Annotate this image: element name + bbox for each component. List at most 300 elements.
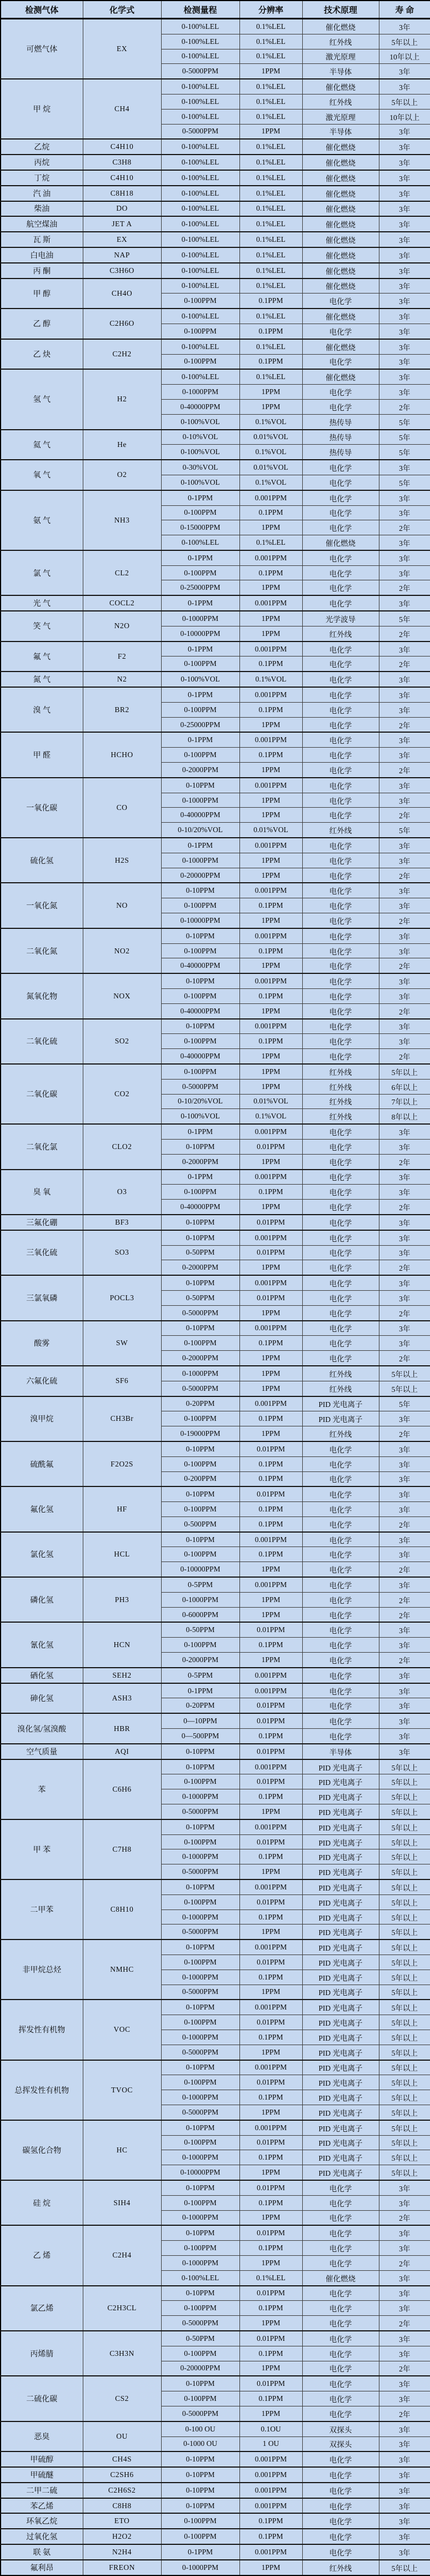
gas-name-cell: 环氧乙烷	[1, 2513, 83, 2529]
principle-cell: 电化学	[302, 520, 379, 535]
range-cell: 0-1000PPM	[161, 793, 239, 808]
life-cell: 5年	[379, 445, 430, 460]
formula-cell: NH3	[83, 490, 161, 550]
principle-cell: 电化学	[302, 1200, 379, 1215]
range-cell: 0-10PPM	[161, 2451, 239, 2467]
life-cell: 3年	[379, 2513, 430, 2529]
resolution-cell: 1PPM	[239, 853, 302, 868]
principle-cell: 热传导	[302, 414, 379, 429]
range-cell: 0-50PPM	[161, 1245, 239, 1260]
formula-cell: O2	[83, 460, 161, 490]
gas-name-cell: 白电油	[1, 247, 83, 263]
range-cell: 0-1PPM	[161, 1124, 239, 1139]
life-cell: 2年	[379, 2255, 430, 2270]
principle-cell: 电化学	[302, 490, 379, 505]
range-cell: 0-100%LEL	[161, 216, 239, 232]
table-row	[1, 641, 430, 657]
life-cell: 5年以上	[379, 1064, 430, 1079]
principle-cell: 电化学	[302, 2376, 379, 2391]
principle-cell: PID 光电离子	[302, 1759, 379, 1774]
life-cell: 2年	[379, 1003, 430, 1018]
gas-name-cell: 硫化氢	[1, 838, 83, 883]
range-cell: 0-40000PPM	[161, 808, 239, 823]
range-cell: 0-50PPM	[161, 1622, 239, 1637]
principle-cell: 电化学	[302, 2316, 379, 2331]
range-cell: 0-20PPM	[161, 1698, 239, 1713]
range-cell: 0-100PPM	[161, 1064, 239, 1079]
formula-cell: O3	[83, 1170, 161, 1215]
range-cell: 0-40000PPM	[161, 1049, 239, 1064]
principle-cell: PID 光电离子	[302, 1396, 379, 1411]
gas-name-cell: 溴甲烷	[1, 1396, 83, 1441]
range-cell: 0-100%LEL	[161, 34, 239, 49]
range-cell: 0-100PPM	[161, 943, 239, 958]
principle-cell: PID 光电离子	[302, 2105, 379, 2120]
formula-cell: C4H10	[83, 170, 161, 186]
life-cell: 3年	[379, 216, 430, 232]
principle-cell: 电化学	[302, 2241, 379, 2256]
life-cell: 3年	[379, 490, 430, 505]
formula-cell: ETO	[83, 2513, 161, 2529]
resolution-cell: 0.001PPM	[239, 1396, 302, 1411]
life-cell: 3年	[379, 201, 430, 217]
gas-name-cell: 二氧化碳	[1, 1064, 83, 1124]
formula-cell: HCN	[83, 1622, 161, 1667]
principle-cell: 电化学	[302, 958, 379, 973]
gas-name-cell: 氯乙烯	[1, 2286, 83, 2331]
gas-name-cell: 二氧化硫	[1, 1019, 83, 1064]
resolution-cell: 0.01PPM	[239, 1486, 302, 1501]
resolution-cell: 0.1%LEL	[239, 201, 302, 217]
formula-cell: NAP	[83, 247, 161, 263]
resolution-cell: 0.001PPM	[239, 687, 302, 702]
resolution-cell: 1PPM	[239, 913, 302, 928]
principle-cell: 红外线	[302, 94, 379, 109]
principle-cell: 热传导	[302, 430, 379, 445]
formula-cell: JET A	[83, 216, 161, 232]
life-cell: 2年	[379, 580, 430, 595]
resolution-cell: 0.1PPM	[239, 324, 302, 339]
gas-name-cell: 酸雾	[1, 1321, 83, 1366]
table-row	[1, 369, 430, 384]
life-cell: 3年	[379, 385, 430, 400]
principle-cell: 半导体	[302, 124, 379, 139]
range-cell: 0-5000PPM	[161, 2316, 239, 2331]
life-cell: 3年	[379, 2270, 430, 2285]
formula-cell: C4H10	[83, 139, 161, 155]
table-row	[1, 430, 430, 445]
formula-cell: NO2	[83, 928, 161, 973]
resolution-cell: 0.001PPM	[239, 1759, 302, 1774]
formula-cell: POCL3	[83, 1275, 161, 1320]
life-cell: 5年以上	[379, 2060, 430, 2075]
gas-name-cell: 恶臭	[1, 2421, 83, 2452]
principle-cell: 电化学	[302, 595, 379, 611]
range-cell: 0-100PPM	[161, 1185, 239, 1200]
resolution-cell: 0.1PPM	[239, 657, 302, 672]
resolution-cell: 0.1PPM	[239, 1185, 302, 1200]
life-cell: 5年	[379, 823, 430, 838]
principle-cell: 激光原理	[302, 49, 379, 64]
resolution-cell: 1PPM	[239, 1200, 302, 1215]
resolution-cell: 0.1%LEL	[239, 155, 302, 170]
resolution-cell: 0.1%VOL	[239, 475, 302, 490]
principle-cell: 电化学	[302, 2361, 379, 2376]
table-row	[1, 263, 430, 279]
header-cell-life: 寿 命	[379, 1, 430, 19]
life-cell: 3年	[379, 1471, 430, 1486]
life-cell: 3年	[379, 1245, 430, 1260]
gas-name-cell: 二甲二硫	[1, 2483, 83, 2498]
formula-cell: CH4O	[83, 279, 161, 309]
principle-cell: PID 光电离子	[302, 2090, 379, 2105]
range-cell: 0-25000PPM	[161, 717, 239, 732]
resolution-cell: 0.1%LEL	[239, 139, 302, 155]
principle-cell: PID 光电离子	[302, 1879, 379, 1894]
resolution-cell: 0.01PPM	[239, 1215, 302, 1230]
range-cell: 0-10PPM	[161, 2376, 239, 2391]
life-cell: 3年	[379, 124, 430, 139]
life-cell: 3年	[379, 2467, 430, 2483]
table-row	[1, 838, 430, 853]
table-row	[1, 1124, 430, 1139]
range-cell: 0-2000PPM	[161, 1154, 239, 1169]
range-cell: 0-100%VOL	[161, 1109, 239, 1124]
range-cell: 0-5000PPM	[161, 2105, 239, 2120]
resolution-cell: 0.001PPM	[239, 1940, 302, 1955]
principle-cell: 电化学	[302, 2255, 379, 2270]
gas-name-cell: 甲硫醚	[1, 2467, 83, 2483]
principle-cell: 半导体	[302, 64, 379, 79]
range-cell: 0-20000PPM	[161, 868, 239, 883]
resolution-cell: 1PPM	[239, 1049, 302, 1064]
resolution-cell: 0.1PPM	[239, 1034, 302, 1049]
formula-cell: C2H6S2	[83, 2483, 161, 2498]
table-row	[1, 1819, 430, 1834]
range-cell: 0-50PPM	[161, 1290, 239, 1305]
resolution-cell: 0.1%LEL	[239, 309, 302, 324]
range-cell: 0-100PPM	[161, 989, 239, 1004]
resolution-cell: 1PPM	[239, 1804, 302, 1819]
principle-cell: 电化学	[302, 1049, 379, 1064]
gas-name-cell: 乙 烯	[1, 2225, 83, 2285]
header-cell-principle: 技术原理	[302, 1, 379, 19]
principle-cell: 电化学	[302, 1154, 379, 1169]
range-cell: 0-100PPM	[161, 294, 239, 309]
table-row	[1, 1622, 430, 1637]
life-cell: 3年	[379, 748, 430, 763]
principle-cell: 电化学	[302, 460, 379, 475]
principle-cell: 电化学	[302, 928, 379, 943]
range-cell: 0-100PPM	[161, 354, 239, 369]
gas-name-cell: 甲 苯	[1, 1819, 83, 1879]
table-row	[1, 232, 430, 247]
resolution-cell: 0.1%LEL	[239, 339, 302, 354]
resolution-cell: 0.1%VOL	[239, 445, 302, 460]
formula-cell: N2	[83, 672, 161, 687]
range-cell: 0-5000PPM	[161, 124, 239, 139]
table-row	[1, 595, 430, 611]
range-cell: 0-1000PPM	[161, 1592, 239, 1607]
life-cell: 5年以上	[379, 1955, 430, 1970]
principle-cell: 电化学	[302, 2225, 379, 2240]
principle-cell: 双探头	[302, 2421, 379, 2436]
life-cell: 3年	[379, 641, 430, 657]
range-cell: 0-1000PPM	[161, 611, 239, 626]
life-cell: 3年	[379, 1532, 430, 1547]
resolution-cell: 0.1%VOL	[239, 672, 302, 687]
range-cell: 0-10PPM	[161, 2498, 239, 2514]
life-cell: 5年以上	[379, 2045, 430, 2060]
formula-cell: C3H6O	[83, 263, 161, 279]
resolution-cell: 1PPM	[239, 868, 302, 883]
table-row	[1, 1275, 430, 1290]
gas-name-cell: 甲 醛	[1, 732, 83, 777]
life-cell: 3年	[379, 2544, 430, 2560]
gas-name-cell: 笑 气	[1, 611, 83, 641]
life-cell: 3年	[379, 247, 430, 263]
life-cell: 5年以上	[379, 2120, 430, 2135]
principle-cell: 电化学	[302, 943, 379, 958]
principle-cell: 电化学	[302, 898, 379, 913]
range-cell: 0-100PPM	[161, 1456, 239, 1471]
gas-name-cell: 硒化氢	[1, 1668, 83, 1683]
principle-cell: 催化燃烧	[302, 2270, 379, 2285]
range-cell: 0-100%LEL	[161, 2270, 239, 2285]
life-cell: 5年以上	[379, 1789, 430, 1804]
principle-cell: 电化学	[302, 1653, 379, 1668]
principle-cell: 电化学	[302, 2180, 379, 2195]
resolution-cell: 0.1%VOL	[239, 1109, 302, 1124]
gas-name-cell: 氨 气	[1, 490, 83, 550]
range-cell: 0-200PPM	[161, 1471, 239, 1486]
resolution-cell: 0.01PPM	[239, 1834, 302, 1849]
life-cell: 2年	[379, 1607, 430, 1622]
formula-cell: F2O2S	[83, 1441, 161, 1486]
life-cell: 3年	[379, 505, 430, 520]
life-cell: 2年	[379, 868, 430, 883]
range-cell: 0-1000PPM	[161, 385, 239, 400]
gas-name-cell: 氟 气	[1, 641, 83, 672]
principle-cell: 催化燃烧	[302, 139, 379, 155]
formula-cell: COCL2	[83, 595, 161, 611]
range-cell: 0-10PPM	[161, 2225, 239, 2240]
resolution-cell: 0.001PPM	[239, 838, 302, 853]
resolution-cell: 0.1PPM	[239, 943, 302, 958]
life-cell: 2年	[379, 2361, 430, 2376]
life-cell: 3年	[379, 928, 430, 943]
gas-name-cell: 氟化氢	[1, 1486, 83, 1531]
range-cell: 0-100PPM	[161, 1411, 239, 1426]
principle-cell: 电化学	[302, 2286, 379, 2301]
principle-cell: 双探头	[302, 2436, 379, 2451]
resolution-cell: 0.1%LEL	[239, 49, 302, 64]
formula-cell: NOX	[83, 973, 161, 1018]
resolution-cell: 0.001PPM	[239, 2467, 302, 2483]
table-row	[1, 216, 430, 232]
table-row	[1, 1759, 430, 1774]
life-cell: 3年	[379, 1290, 430, 1305]
table-row	[1, 1577, 430, 1592]
formula-cell: DO	[83, 201, 161, 217]
resolution-cell: 0.1PPM	[239, 2529, 302, 2544]
range-cell: 0-100PPM	[161, 748, 239, 763]
formula-cell: N2O	[83, 611, 161, 641]
range-cell: 0-100PPM	[161, 2513, 239, 2529]
resolution-cell: 0.1%LEL	[239, 34, 302, 49]
resolution-cell: 0.01PPM	[239, 1698, 302, 1713]
resolution-cell: 0.1PPM	[239, 2391, 302, 2406]
life-cell: 5年	[379, 414, 430, 429]
resolution-cell: 1PPM	[239, 2210, 302, 2225]
life-cell: 5年以上	[379, 1985, 430, 2000]
principle-cell: 红外线	[302, 1109, 379, 1124]
formula-cell: HF	[83, 1486, 161, 1531]
resolution-cell: 0.1PPM	[239, 2090, 302, 2105]
principle-cell: PID 光电离子	[302, 1834, 379, 1849]
principle-cell: 电化学	[302, 1245, 379, 1260]
resolution-cell: 0.001PPM	[239, 1819, 302, 1834]
life-cell: 2年	[379, 1516, 430, 1531]
gas-name-cell: 臭 氧	[1, 1170, 83, 1215]
resolution-cell: 1PPM	[239, 385, 302, 400]
formula-cell: CL2	[83, 550, 161, 595]
resolution-cell: 0.1PPM	[239, 1471, 302, 1486]
gas-name-cell: 二氧化氯	[1, 1124, 83, 1169]
resolution-cell: 0.01PPM	[239, 2015, 302, 2030]
principle-cell: 催化燃烧	[302, 201, 379, 217]
table-row	[1, 170, 430, 186]
resolution-cell: 0.001PPM	[239, 2000, 302, 2015]
table-row	[1, 19, 430, 34]
principle-cell: PID 光电离子	[302, 2135, 379, 2150]
gas-name-cell: 三氯氧磷	[1, 1275, 83, 1320]
range-cell: 0-1PPM	[161, 1683, 239, 1698]
principle-cell: 电化学	[302, 1683, 379, 1698]
life-cell: 2年	[379, 1592, 430, 1607]
formula-cell: CLO2	[83, 1124, 161, 1169]
life-cell: 5年以上	[379, 2090, 430, 2105]
range-cell: 0-1000PPM	[161, 1789, 239, 1804]
life-cell: 2年	[379, 626, 430, 641]
principle-cell: 电化学	[302, 672, 379, 687]
life-cell: 5年	[379, 475, 430, 490]
resolution-cell: 0.01PPM	[239, 1290, 302, 1305]
table-row	[1, 1486, 430, 1501]
range-cell: 0-5000PPM	[161, 2406, 239, 2421]
resolution-cell: 0.1PPM	[239, 505, 302, 520]
life-cell: 3年	[379, 170, 430, 186]
formula-cell: CO2	[83, 1064, 161, 1124]
range-cell: 0-100PPM	[161, 1894, 239, 1909]
life-cell: 5年以上	[379, 2015, 430, 2030]
life-cell: 5年以上	[379, 1970, 430, 1985]
principle-cell: PID 光电离子	[302, 1864, 379, 1879]
principle-cell: 电化学	[302, 1321, 379, 1336]
table-row	[1, 186, 430, 201]
life-cell: 5年	[379, 611, 430, 626]
principle-cell: 电化学	[302, 989, 379, 1004]
range-cell: 0-5000PPM	[161, 1924, 239, 1940]
resolution-cell: 0.001PPM	[239, 2483, 302, 2498]
table-row	[1, 687, 430, 702]
gas-name-cell: 碳氢化合物	[1, 2120, 83, 2180]
table-row	[1, 1668, 430, 1683]
life-cell: 3年	[379, 853, 430, 868]
range-cell: 0-100%LEL	[161, 369, 239, 384]
gas-name-cell: 氮 气	[1, 672, 83, 687]
gas-name-cell: 苯乙烯	[1, 2498, 83, 2514]
resolution-cell: 1PPM	[239, 1260, 302, 1275]
life-cell: 3年	[379, 155, 430, 170]
principle-cell: 电化学	[302, 793, 379, 808]
life-cell: 3年	[379, 1456, 430, 1471]
principle-cell: 电化学	[302, 838, 379, 853]
principle-cell: 电化学	[302, 1502, 379, 1517]
resolution-cell: 1PPM	[239, 64, 302, 79]
range-cell: 0-10PPM	[161, 928, 239, 943]
header-cell-gas: 检测气体	[1, 1, 83, 19]
gas-name-cell: 三氟化硼	[1, 1215, 83, 1230]
principle-cell: 电化学	[302, 1532, 379, 1547]
gas-name-cell: 丙烷	[1, 155, 83, 170]
range-cell: 0-100PPM	[161, 2346, 239, 2361]
resolution-cell: 0.001PPM	[239, 2060, 302, 2075]
range-cell: 0-100PPM	[161, 2075, 239, 2090]
range-cell: 0-100%LEL	[161, 186, 239, 201]
resolution-cell: 0.1%LEL	[239, 186, 302, 201]
resolution-cell: 0.01PPM	[239, 1894, 302, 1909]
principle-cell: PID 光电离子	[302, 2150, 379, 2165]
principle-cell: PID 光电离子	[302, 1774, 379, 1789]
formula-cell: C2H2	[83, 339, 161, 370]
header-row	[1, 1, 430, 19]
resolution-cell: 0.001PPM	[239, 2544, 302, 2560]
range-cell: 0-40000PPM	[161, 1200, 239, 1215]
formula-cell: He	[83, 430, 161, 460]
principle-cell: PID 光电离子	[302, 1940, 379, 1955]
life-cell: 3年	[379, 1124, 430, 1139]
gas-name-cell: 六氟化硫	[1, 1366, 83, 1396]
principle-cell: 红外线	[302, 1094, 379, 1109]
formula-cell: C7H8	[83, 1819, 161, 1879]
principle-cell: PID 光电离子	[302, 1411, 379, 1426]
resolution-cell: 0.1%LEL	[239, 79, 302, 94]
range-cell: 0-100PPM	[161, 657, 239, 672]
principle-cell: 电化学	[302, 1592, 379, 1607]
principle-cell: PID 光电离子	[302, 1849, 379, 1864]
table-row	[1, 1366, 430, 1381]
life-cell: 10年以上	[379, 109, 430, 124]
resolution-cell: 0.1PPM	[239, 1638, 302, 1653]
gas-name-cell: 可燃气体	[1, 19, 83, 79]
resolution-cell: 0.1PPM	[239, 565, 302, 580]
gas-name-cell: 三氧化硫	[1, 1230, 83, 1275]
range-cell: 0-10PPM	[161, 1275, 239, 1290]
life-cell: 5年以上	[379, 2150, 430, 2165]
range-cell: 0-1000PPM	[161, 2560, 239, 2575]
range-cell: 0-100%LEL	[161, 232, 239, 247]
life-cell: 3年	[379, 595, 430, 611]
life-cell: 2年	[379, 763, 430, 778]
range-cell: 0-100%LEL	[161, 201, 239, 217]
resolution-cell: 1PPM	[239, 1064, 302, 1079]
principle-cell: 电化学	[302, 883, 379, 898]
range-cell: 0-10PPM	[161, 2120, 239, 2135]
range-cell: 0-5000PPM	[161, 1804, 239, 1819]
life-cell: 2年	[379, 1351, 430, 1366]
resolution-cell: 1PPM	[239, 2255, 302, 2270]
